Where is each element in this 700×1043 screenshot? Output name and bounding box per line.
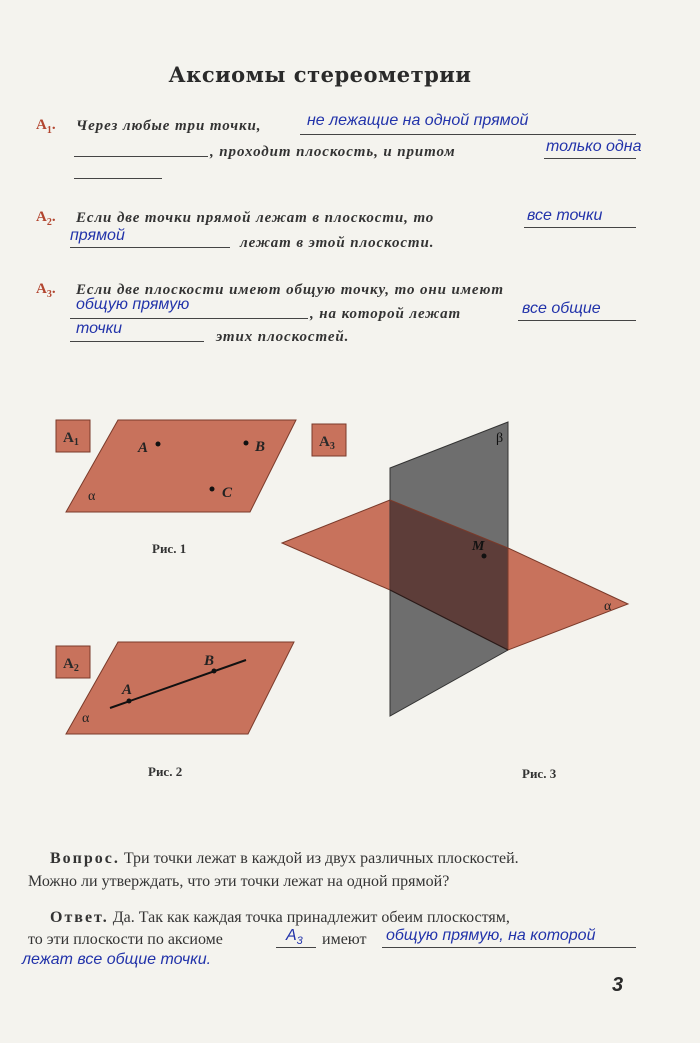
fig3-point-m-label: M [472, 539, 485, 554]
question-line-2: Можно ли утверждать, что эти точки лежат на одной прямой? [28, 873, 450, 890]
figure-1 [56, 420, 296, 512]
page-title: Аксиомы стереометрии [168, 62, 472, 87]
axiom-a3-text-1: Если две плоскости имеют общую точку, то они имеют [76, 282, 504, 298]
axiom-a3-text-2: , на которой лежат [310, 306, 462, 322]
fig2-point-b-label: B [204, 653, 215, 669]
fig1-caption: Рис. 1 [152, 541, 187, 556]
fig1-point-c-label: C [222, 485, 233, 501]
fig2-tag: $A_2$ [63, 656, 79, 674]
fig2-caption: Рис. 2 [148, 764, 183, 779]
axiom-a3-answer-2: все общие [522, 300, 601, 317]
fig1-point-b [244, 441, 249, 446]
fig1-point-a [156, 442, 161, 447]
fig1-plane-label: α [88, 489, 96, 504]
axiom-a3-answer-3: точки [76, 320, 123, 337]
answer-blank-2 [382, 947, 636, 948]
fig1-point-a-label: A [138, 440, 149, 456]
fig2-plane-alpha [66, 642, 294, 734]
answer-hand-axiom: $A_3$ [286, 927, 303, 948]
axiom-a1-answer-1: не лежащие на одной прямой [307, 112, 529, 129]
fig1-plane-alpha [66, 420, 296, 512]
axiom-a3-label: $A_3$. [36, 281, 56, 300]
figure-2 [56, 642, 294, 734]
figure-3 [282, 422, 628, 716]
fig2-plane-label: α [82, 711, 90, 726]
axiom-a2-text-1: Если две точки прямой лежат в плоскости, то [76, 210, 435, 226]
fig1-point-c [210, 487, 215, 492]
axiom-a2-label: $A_2$. [36, 209, 56, 228]
fig3-tag: $A_3$ [319, 434, 335, 452]
axiom-a2-answer-1: все точки [527, 207, 603, 224]
fig3-point-m [482, 554, 487, 559]
answer-hand-1: общую прямую, на которой [386, 927, 596, 944]
axiom-a1-answer-2: только одна [546, 138, 642, 155]
axiom-a3-answer-1: общую прямую [76, 296, 190, 313]
fig3-caption: Рис. 3 [522, 766, 557, 781]
fig2-point-a-label: A [122, 682, 133, 698]
axiom-a3-text-3: этих плоскостей. [216, 329, 350, 345]
answer-line-2a: то эти плоскости по аксиоме [28, 931, 223, 948]
axiom-a1-text-2: , проходит плоскость, и притом [210, 144, 456, 160]
answer-line-2b: имеют [322, 931, 367, 948]
fig2-point-a [127, 699, 132, 704]
axiom-a1-label: $A_1$. [36, 117, 56, 136]
fig1-point-b-label: B [255, 439, 266, 455]
axiom-a1-text-1: Через любые три точки, [76, 118, 262, 134]
question-line-1: Вопрос. Три точки лежат в каждой из двух различных плоскостей. [50, 850, 519, 867]
axiom-a2-text-2: лежат в этой плоскости. [240, 235, 435, 251]
fig3-plane-alpha-label: α [604, 599, 612, 614]
axiom-a2-answer-2: прямой [70, 227, 125, 244]
fig2-point-b [212, 669, 217, 674]
fig3-plane-alpha-left [282, 500, 390, 590]
page-number: 3 [612, 974, 624, 996]
answer-hand-2: лежат все общие точки. [22, 951, 212, 968]
fig1-tag: $A_1$ [63, 430, 79, 448]
answer-line-1: Ответ. Да. Так как каждая точка принадлежит обеим плоскостям, [50, 909, 510, 926]
fig3-plane-beta-label: β [496, 431, 504, 446]
